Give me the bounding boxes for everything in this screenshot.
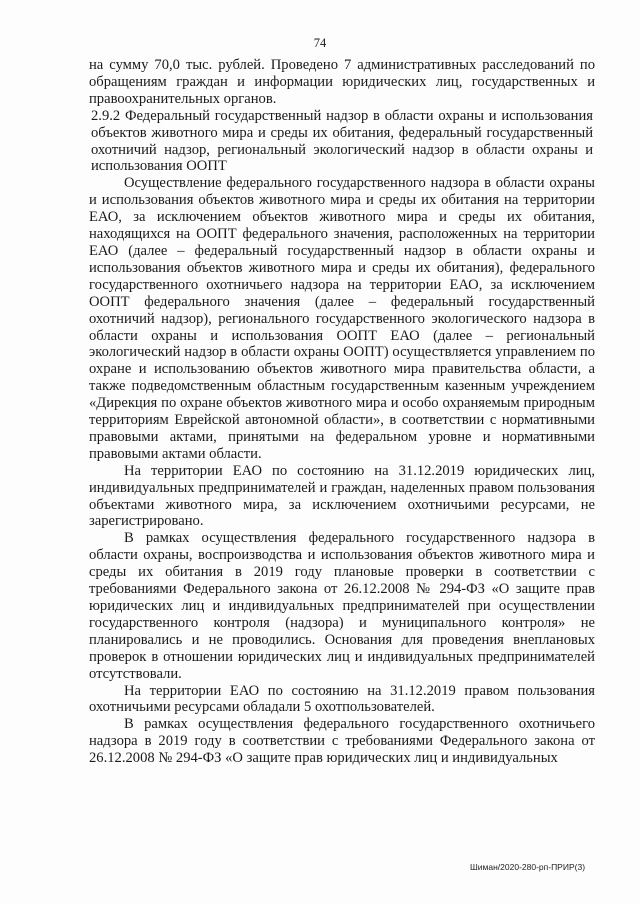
section-heading: 2.9.2 Федеральный государственный надзор в области охраны и использования объектов животного мира и среды их обитания, федеральный государственный охотничий надзор, региональный экологический надзор в области охраны и использования ООПТ	[91, 107, 593, 175]
paragraph: Осуществление федерального государственного надзора в области охраны и использования объектов животного мира и среды их обитания на территории ЕАО, за исключением объектов животного мира и среды их обитания, находящихся на ООПТ федерального значения, расположенных на территории ЕАО (далее – федеральный государственный надзор в области охраны и использования объектов животного мира и среды их обитания), федерального государственного охотничьего надзора на территории ЕАО, за исключением ООПТ федерального значения (далее – федеральный государственный охотничий надзор), регионального государственного экологического надзора в области охраны и использования ООПТ ЕАО (далее – региональный экологический надзор в области охраны ООПТ) осуществляется управлением по охране и использованию объектов животного мира правительства области, а также подведомственным областным государственным казенным учреждением «Дирекция по охране объектов животного мира и особо охраняемым природным территориям Еврейской автономной области», в соответствии с нормативными правовыми актами, принятыми на федеральном уровне и нормативными правовыми актами области.	[89, 175, 595, 462]
continued-paragraph: на сумму 70,0 тыс. рублей. Проведено 7 административных расследований по обращениям граждан и информации юридических лиц, государственных и правоохранительных органов.	[89, 57, 595, 107]
document-code: Шиман/2020-280-рп-ПРИР(3)	[470, 862, 586, 872]
page-number: 74	[313, 36, 327, 50]
paragraph: На территории ЕАО по состоянию на 31.12.2019 юридических лиц, индивидуальных предпринимателей и граждан, наделенных правом пользования объектами животного мира, за исключением охотничьими ресурсами, не зарегистрировано.	[89, 462, 595, 530]
page-content	[89, 57, 595, 767]
paragraph: В рамках осуществления федерального государственного охотничьего надзора в 2019 году в соответствии с требованиями Федерального закона от 26.12.2008 № 294-ФЗ «О защите прав юридических лиц и индивидуальных	[89, 716, 595, 767]
paragraph: На территории ЕАО по состоянию на 31.12.2019 правом пользования охотничьими ресурсами обладали 5 охотпользователей.	[89, 682, 595, 716]
paragraph: В рамках осуществления федерального государственного надзора в области охраны, воспроизводства и использования объектов животного мира и среды их обитания в 2019 году плановые проверки в соответствии с требованиями Федерального закона от 26.12.2008 № 294-ФЗ «О защите прав юридических лиц и индивидуальных предпринимателей при осуществлении государственного контроля (надзора) и муниципального контроля» не планировались и не проводились. Основания для проведения внеплановых проверок в отношении юридических лиц и индивидуальных предпринимателей отсутствовали.	[89, 530, 595, 682]
